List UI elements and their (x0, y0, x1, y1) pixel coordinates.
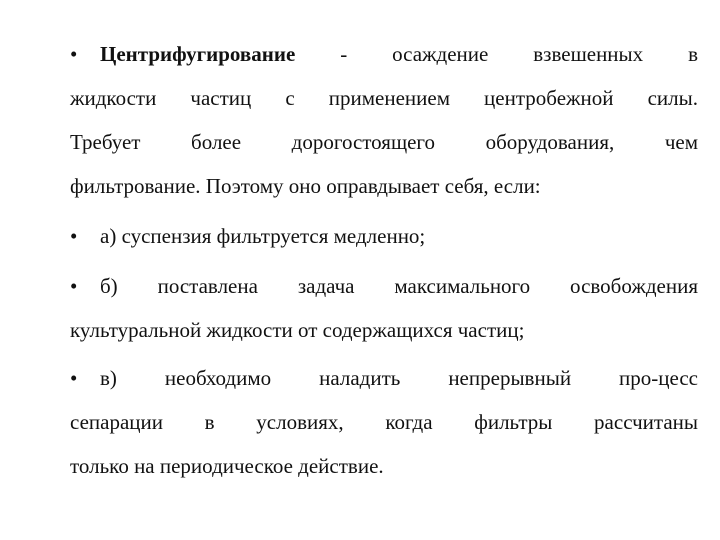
paragraph-centrifugation (70, 32, 698, 208)
bullet-marker: • (70, 42, 78, 66)
bullet-marker: • (70, 224, 78, 248)
bullet-marker: • (70, 274, 78, 298)
text-span: - осаждение взвешенных в (295, 42, 698, 66)
text-line: фильтрование. Поэтому оно оправдывает себя, если: (70, 174, 541, 198)
text-line: только на периодическое действие. (70, 454, 384, 478)
text-line: Требует более дорогостоящего оборудования, чем (70, 130, 698, 154)
paragraph-item-a (70, 214, 698, 258)
text-line (70, 264, 698, 308)
text-line: жидкости частиц с применением центробежной силы. (70, 86, 698, 110)
text-span: б) поставлена задача максимального освобождения (100, 274, 698, 298)
text-line (70, 32, 698, 76)
text-span: в) необходимо наладить непрерывный про-цесс (100, 366, 698, 390)
text-line: культуральной жидкости от содержащихся частиц; (70, 318, 525, 342)
bullet-marker: • (70, 366, 78, 390)
text-line (70, 214, 698, 258)
text-line: сепарации в условиях, когда фильтры рассчитаны (70, 410, 698, 434)
paragraph-item-c (70, 356, 698, 488)
bold-term: Центрифугирование (100, 42, 296, 66)
text-line (70, 356, 698, 400)
paragraph-item-b (70, 264, 698, 352)
text-span: а) суспензия фильтруется медленно; (100, 224, 426, 248)
